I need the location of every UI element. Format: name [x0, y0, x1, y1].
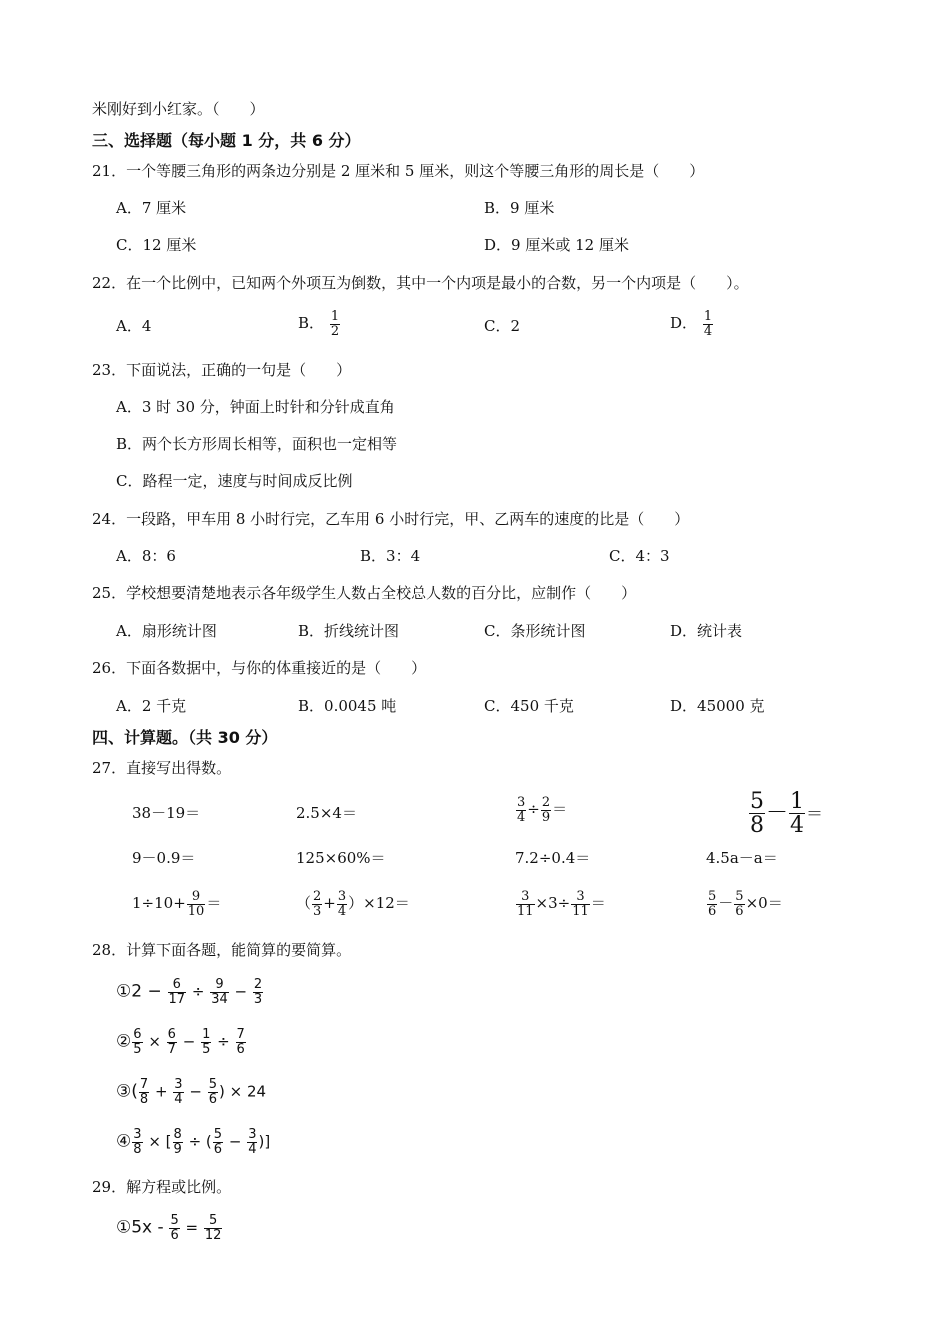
q23-option-a[interactable]: A．3 时 30 分，钟面上时针和分针成直角	[116, 398, 395, 416]
q25-option-a[interactable]: A．扇形统计图	[116, 622, 217, 640]
q27-expr-5: 9－0.9＝	[132, 849, 196, 867]
q23-stem: 23．下面说法，正确的一句是（ ）	[92, 361, 352, 379]
q25-option-d[interactable]: D．统计表	[670, 622, 743, 640]
q26-option-c[interactable]: C．450 千克	[484, 697, 574, 715]
q29-stem: 29．解方程或比例。	[92, 1178, 232, 1196]
q21-option-d[interactable]: D．9 厘米或 12 厘米	[484, 236, 629, 254]
q27-expr-11: $\frac{3}{11}$ ×3÷ $\frac{3}{11}$ ＝	[517, 889, 606, 919]
q25-option-c[interactable]: C．条形统计图	[484, 622, 586, 640]
q25-option-b[interactable]: B．折线统计图	[298, 622, 400, 640]
q24-option-c[interactable]: C．4：3	[609, 547, 670, 565]
q27-expr-8: 4.5a－a＝	[706, 849, 778, 867]
q22-option-b[interactable]	[298, 310, 341, 338]
q26-option-d[interactable]: D．45000 克	[670, 697, 765, 715]
q27-expr-9: 1÷10+ $\frac{9}{10}$ ＝	[132, 889, 222, 919]
q27-expr-10: （ $\frac{2}{3}$ + $\frac{3}{4}$ ）×12＝	[296, 889, 410, 919]
q27-expr-2: 2.5×4＝	[296, 804, 357, 822]
q22-option-d[interactable]	[670, 310, 714, 338]
q26-stem: 26．下面各数据中，与你的体重接近的是（ ）	[92, 659, 427, 677]
q27-expr-7: 7.2÷0.4＝	[515, 849, 591, 867]
fraction-one-half: $\frac{1}{2}$	[330, 309, 340, 339]
q29-item-1: ①5x - $\frac{5}{6}$ = $\frac{5}{12}$	[116, 1213, 222, 1243]
q21-option-c[interactable]: C．12 厘米	[116, 236, 197, 254]
q28-item-4: ④ $\frac{3}{8}$ × [ $\frac{8}{9}$ ÷ ( $\frac{5}{6}$ − $\frac{3}{4}$ )]	[116, 1127, 271, 1157]
q22-option-b-label: B．	[298, 314, 325, 333]
q22-option-c[interactable]: C．2	[484, 317, 521, 335]
q24-option-b[interactable]: B．3：4	[360, 547, 421, 565]
q27-expr-12: $\frac{5}{6}$ － $\frac{5}{6}$ ×0＝	[708, 889, 783, 919]
q26-option-a[interactable]: A．2 千克	[116, 697, 187, 715]
q28-item-1: ①2 − $\frac{6}{17}$ ÷ $\frac{9}{34}$ − $\frac{2}{3}$	[116, 977, 263, 1007]
fraction-one-quarter: $\frac{1}{4}$	[703, 309, 713, 339]
q21-stem: 21．一个等腰三角形的两条边分别是 2 厘米和 5 厘米，则这个等腰三角形的周长是（ ）	[92, 162, 705, 180]
q24-stem: 24．一段路，甲车用 8 小时行完，乙车用 6 小时行完，甲、乙两车的速度的比是（ ）	[92, 510, 690, 528]
q27-expr-1: 38－19＝	[132, 804, 201, 822]
q23-option-c[interactable]: C．路程一定，速度与时间成反比例	[116, 472, 353, 490]
q28-item-3: ③( $\frac{7}{8}$ + $\frac{3}{4}$ − $\frac{5}{6}$ ) × 24	[116, 1077, 267, 1107]
q27-expr-3: $\frac{3}{4}$ ÷ $\frac{2}{9}$ ＝	[517, 795, 568, 825]
q27-expr-4: $\frac{5}{8}$ － $\frac{1}{4}$ ＝	[750, 789, 824, 839]
q27-stem: 27．直接写出得数。	[92, 759, 232, 777]
q21-option-b[interactable]: B．9 厘米	[484, 199, 555, 217]
q23-option-b[interactable]: B．两个长方形周长相等，面积也一定相等	[116, 435, 398, 453]
q22-option-a[interactable]: A．4	[116, 317, 152, 335]
q22-stem: 22．在一个比例中，已知两个外项互为倒数，其中一个内项是最小的合数，另一个内项是（ ）。	[92, 274, 749, 292]
q26-option-b[interactable]: B．0.0045 吨	[298, 697, 397, 715]
intro-line: 米刚好到小红家。（ ）	[92, 100, 265, 118]
q21-option-a[interactable]: A．7 厘米	[116, 199, 187, 217]
section3-title: 三、选择题（每小题 1 分，共 6 分）	[92, 131, 361, 150]
q25-stem: 25．学校想要清楚地表示各年级学生人数占全校总人数的百分比，应制作（ ）	[92, 584, 637, 602]
q28-stem: 28．计算下面各题，能简算的要简算。	[92, 941, 352, 959]
section4-title: 四、计算题。（共 30 分）	[92, 728, 278, 747]
q28-item-2: ② $\frac{6}{5}$ × $\frac{6}{7}$ − $\frac{1}{5}$ ÷ $\frac{7}{6}$	[116, 1027, 245, 1057]
q27-expr-6: 125×60%＝	[296, 849, 386, 867]
q22-option-d-label: D．	[670, 314, 698, 333]
q24-option-a[interactable]: A．8：6	[116, 547, 176, 565]
